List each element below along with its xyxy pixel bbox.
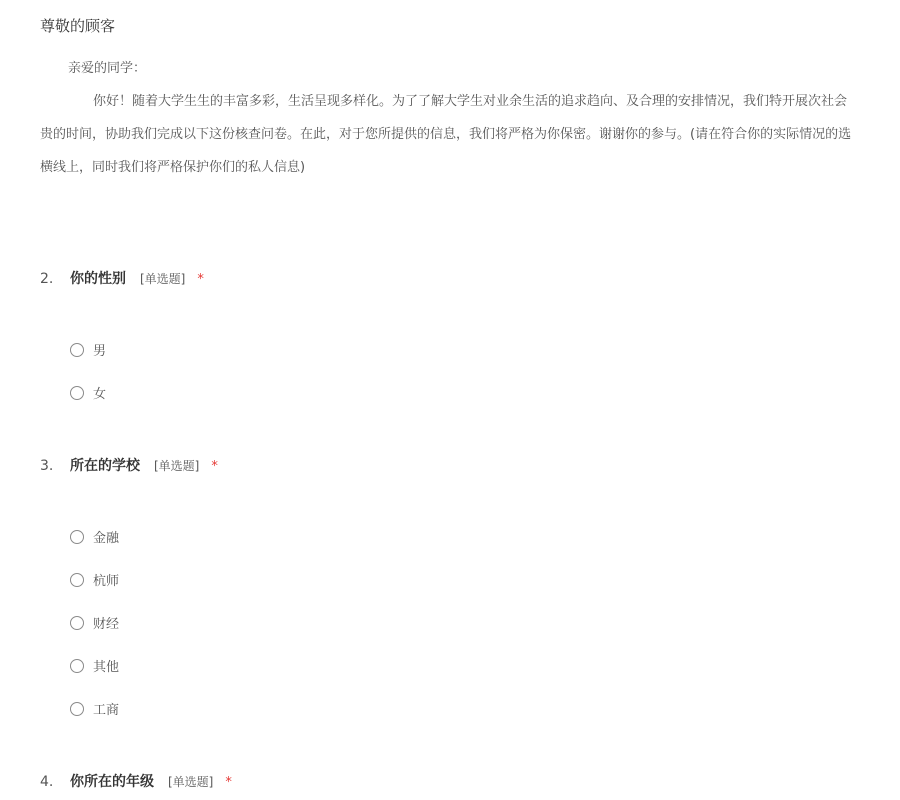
intro-salutation: 亲爱的同学： [68, 61, 147, 76]
radio-button[interactable] [70, 616, 84, 630]
option-label: 财经 [93, 617, 120, 632]
option-label: 女 [93, 387, 107, 402]
intro-text-line-2: 贵的时间，协助我们完成以下这份核查问卷。在此，对于您所提供的信息，我们将严格为你保密。谢谢你的参与。(请在符合你的实际情况的选 [40, 127, 852, 142]
option-label: 男 [93, 344, 107, 359]
required-marker: * [197, 272, 204, 287]
option-label: 金融 [93, 531, 120, 546]
option-male[interactable] [70, 340, 106, 359]
option-label: 工商 [93, 703, 120, 718]
radio-button[interactable] [70, 386, 84, 400]
question-title: 你的性别 [70, 271, 126, 287]
radio-button[interactable] [70, 702, 84, 716]
question-type-label: [单选题] [154, 459, 200, 473]
question-number: 2. [40, 271, 54, 287]
option-finance[interactable] [70, 527, 119, 546]
option-female[interactable] [70, 383, 106, 402]
radio-button[interactable] [70, 343, 84, 357]
required-marker: * [211, 459, 218, 474]
question-3-header [40, 455, 218, 475]
option-label: 其他 [93, 660, 120, 675]
page-title: 尊敬的顾客 [40, 17, 116, 35]
question-type-label: [单选题] [168, 775, 214, 789]
required-marker: * [225, 775, 232, 790]
question-number: 3. [40, 458, 54, 474]
intro-text-line-1: 你好！随着大学生生的丰富多彩，生活呈现多样化。为了了解大学生对业余生活的追求趋向、及合理的安排情况，我们特开展次社会 [93, 94, 848, 109]
radio-button[interactable] [70, 573, 84, 587]
intro-text-line-3: 横线上，同时我们将严格保护你们的私人信息) [40, 160, 306, 175]
question-4-header [40, 771, 232, 791]
radio-button[interactable] [70, 530, 84, 544]
option-hangshi[interactable] [70, 570, 119, 589]
option-other[interactable] [70, 656, 119, 675]
question-2-header [40, 268, 204, 288]
question-title: 你所在的年级 [70, 774, 154, 790]
question-type-label: [单选题] [140, 272, 186, 286]
question-number: 4. [40, 774, 54, 790]
option-gongshang[interactable] [70, 699, 119, 718]
question-title: 所在的学校 [70, 458, 140, 474]
radio-button[interactable] [70, 659, 84, 673]
option-caijing[interactable] [70, 613, 119, 632]
option-label: 杭师 [93, 574, 120, 589]
